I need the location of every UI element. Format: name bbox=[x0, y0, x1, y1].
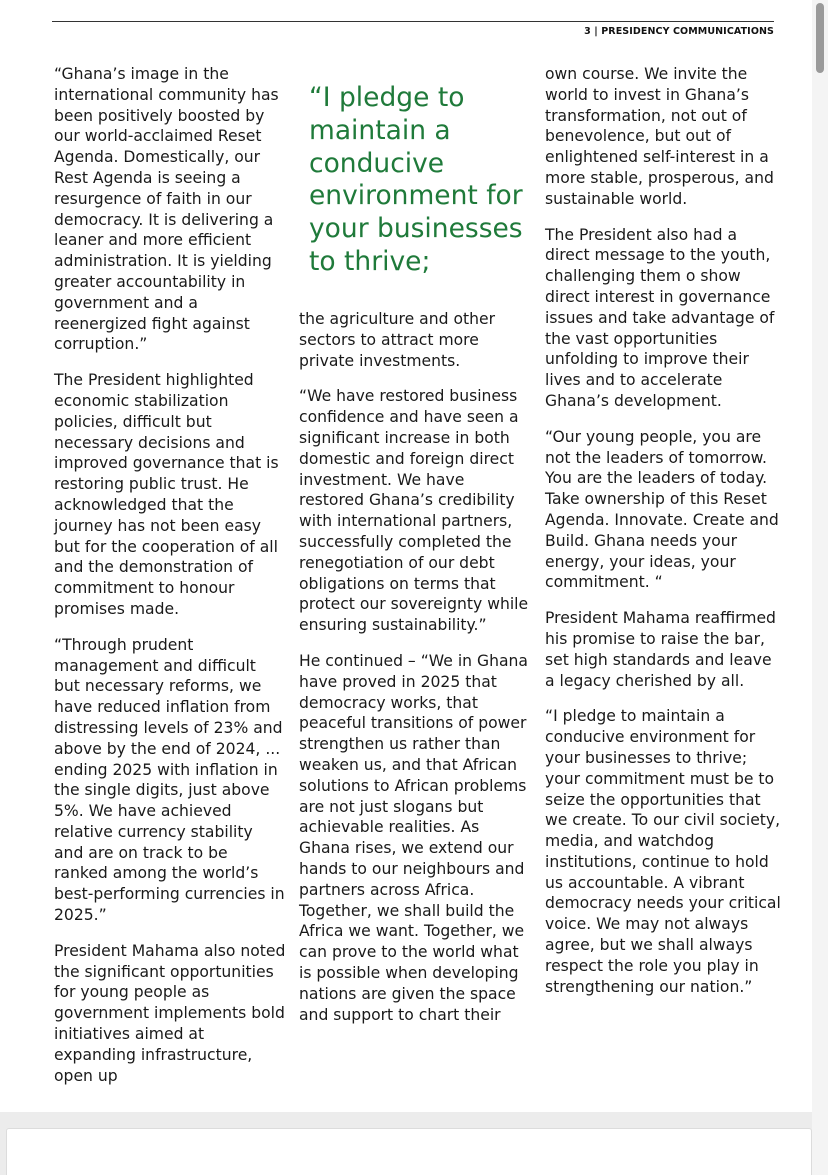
paragraph: the agriculture and other sectors to attract more private investments. bbox=[299, 310, 495, 370]
vertical-scrollbar[interactable] bbox=[812, 0, 828, 1175]
header-separator: | bbox=[594, 26, 598, 37]
paragraph: President Mahama reaffirmed his promise to raise the bar, set high standards and leave a legacy cherished by all. bbox=[545, 609, 776, 690]
paragraph: The President highlighted economic stabilization policies, difficult but necessary decisions and improved governance that is restoring public trust. He acknowledged that the journey has not been easy but for the cooperation of all and the demonstration of commitment to honour promises made. bbox=[54, 371, 279, 618]
paragraph: “We have restored business confidence and have seen a significant increase in both domestic and foreign direct investment. We have restored Ghana’s credibility with international partners, successfully completed the renegotiation of our debt obligations on terms that protect our sovereignty while ensuring sustainability.” bbox=[299, 387, 529, 635]
header-rule bbox=[52, 21, 774, 22]
paragraph: He continued – “We in Ghana have proved in 2025 that democracy works, that peaceful transitions of power strengthen us rather than weaken us, and that African solutions to African problems are not just slogans but achievable realities. As Ghana rises, we extend our hands to our neighbours and partners across Africa. Together, we shall build the Africa we want. Together, we can prove to the world what is possible when developing nations are given the space and support to chart their bbox=[299, 651, 528, 1024]
paragraph: “Ghana’s image in the international community has been positively boosted by our world-acclaimed Reset Agenda. Domestically, our Rest Agenda is seeing a resurgence of faith in our democracy. It is delivering a leaner and more efficient administration. It is yielding greater accountability in government and a reenergized fight against corruption.” bbox=[54, 65, 279, 354]
column-2 bbox=[299, 309, 531, 1040]
page-number: 3 bbox=[584, 26, 591, 37]
next-page-preview[interactable] bbox=[6, 1128, 812, 1175]
paragraph: “Our young people, you are not the leaders of tomorrow. You are the leaders of today. Take ownership of this Reset Agenda. Innovate. Create and Build. Ghana needs your energy, your ideas, your commitment. “ bbox=[545, 427, 779, 592]
paragraph: “I pledge to maintain a conducive environment for your businesses to thrive; your commitment must be to seize the opportunities that we create. To our civil society, media, and watchdog institutions, continue to hold us accountable. A vibrant democracy needs your critical voice. We may not always agree, but we shall always respect the role you play in strengthening our nation.” bbox=[545, 707, 781, 996]
paragraph: The President also had a direct message to the youth, challenging them o show direct interest in governance issues and take advantage of the vast opportunities unfolding to improve their lives and to accelerate Ghana’s development. bbox=[545, 225, 775, 410]
paragraph: “Through prudent management and difficult but necessary reforms, we have reduced inflation from distressing levels of 23% and above by the end of 2024, ... ending 2025 with inflation in the single digits, just above 5%. We have achieved relative currency stability and are on track to be ranked among the world’s best-performing currencies in 2025.” bbox=[54, 635, 285, 925]
column-1 bbox=[54, 64, 286, 1101]
column-3 bbox=[545, 64, 781, 1012]
pull-quote: “I pledge to maintain a conducive environment for your businesses to thrive; bbox=[309, 82, 523, 277]
running-header bbox=[584, 26, 774, 37]
scrollbar-thumb[interactable] bbox=[816, 3, 824, 73]
section-title: PRESIDENCY COMMUNICATIONS bbox=[601, 26, 774, 37]
paragraph: own course. We invite the world to invest in Ghana’s transformation, not out of benevolence, but out of enlightened self-interest in a more stable, prosperous, and sustainable world. bbox=[545, 65, 774, 208]
paragraph: President Mahama also noted the significant opportunities for young people as government implements bold initiatives aimed at expanding infrastructure, open up bbox=[54, 941, 286, 1085]
